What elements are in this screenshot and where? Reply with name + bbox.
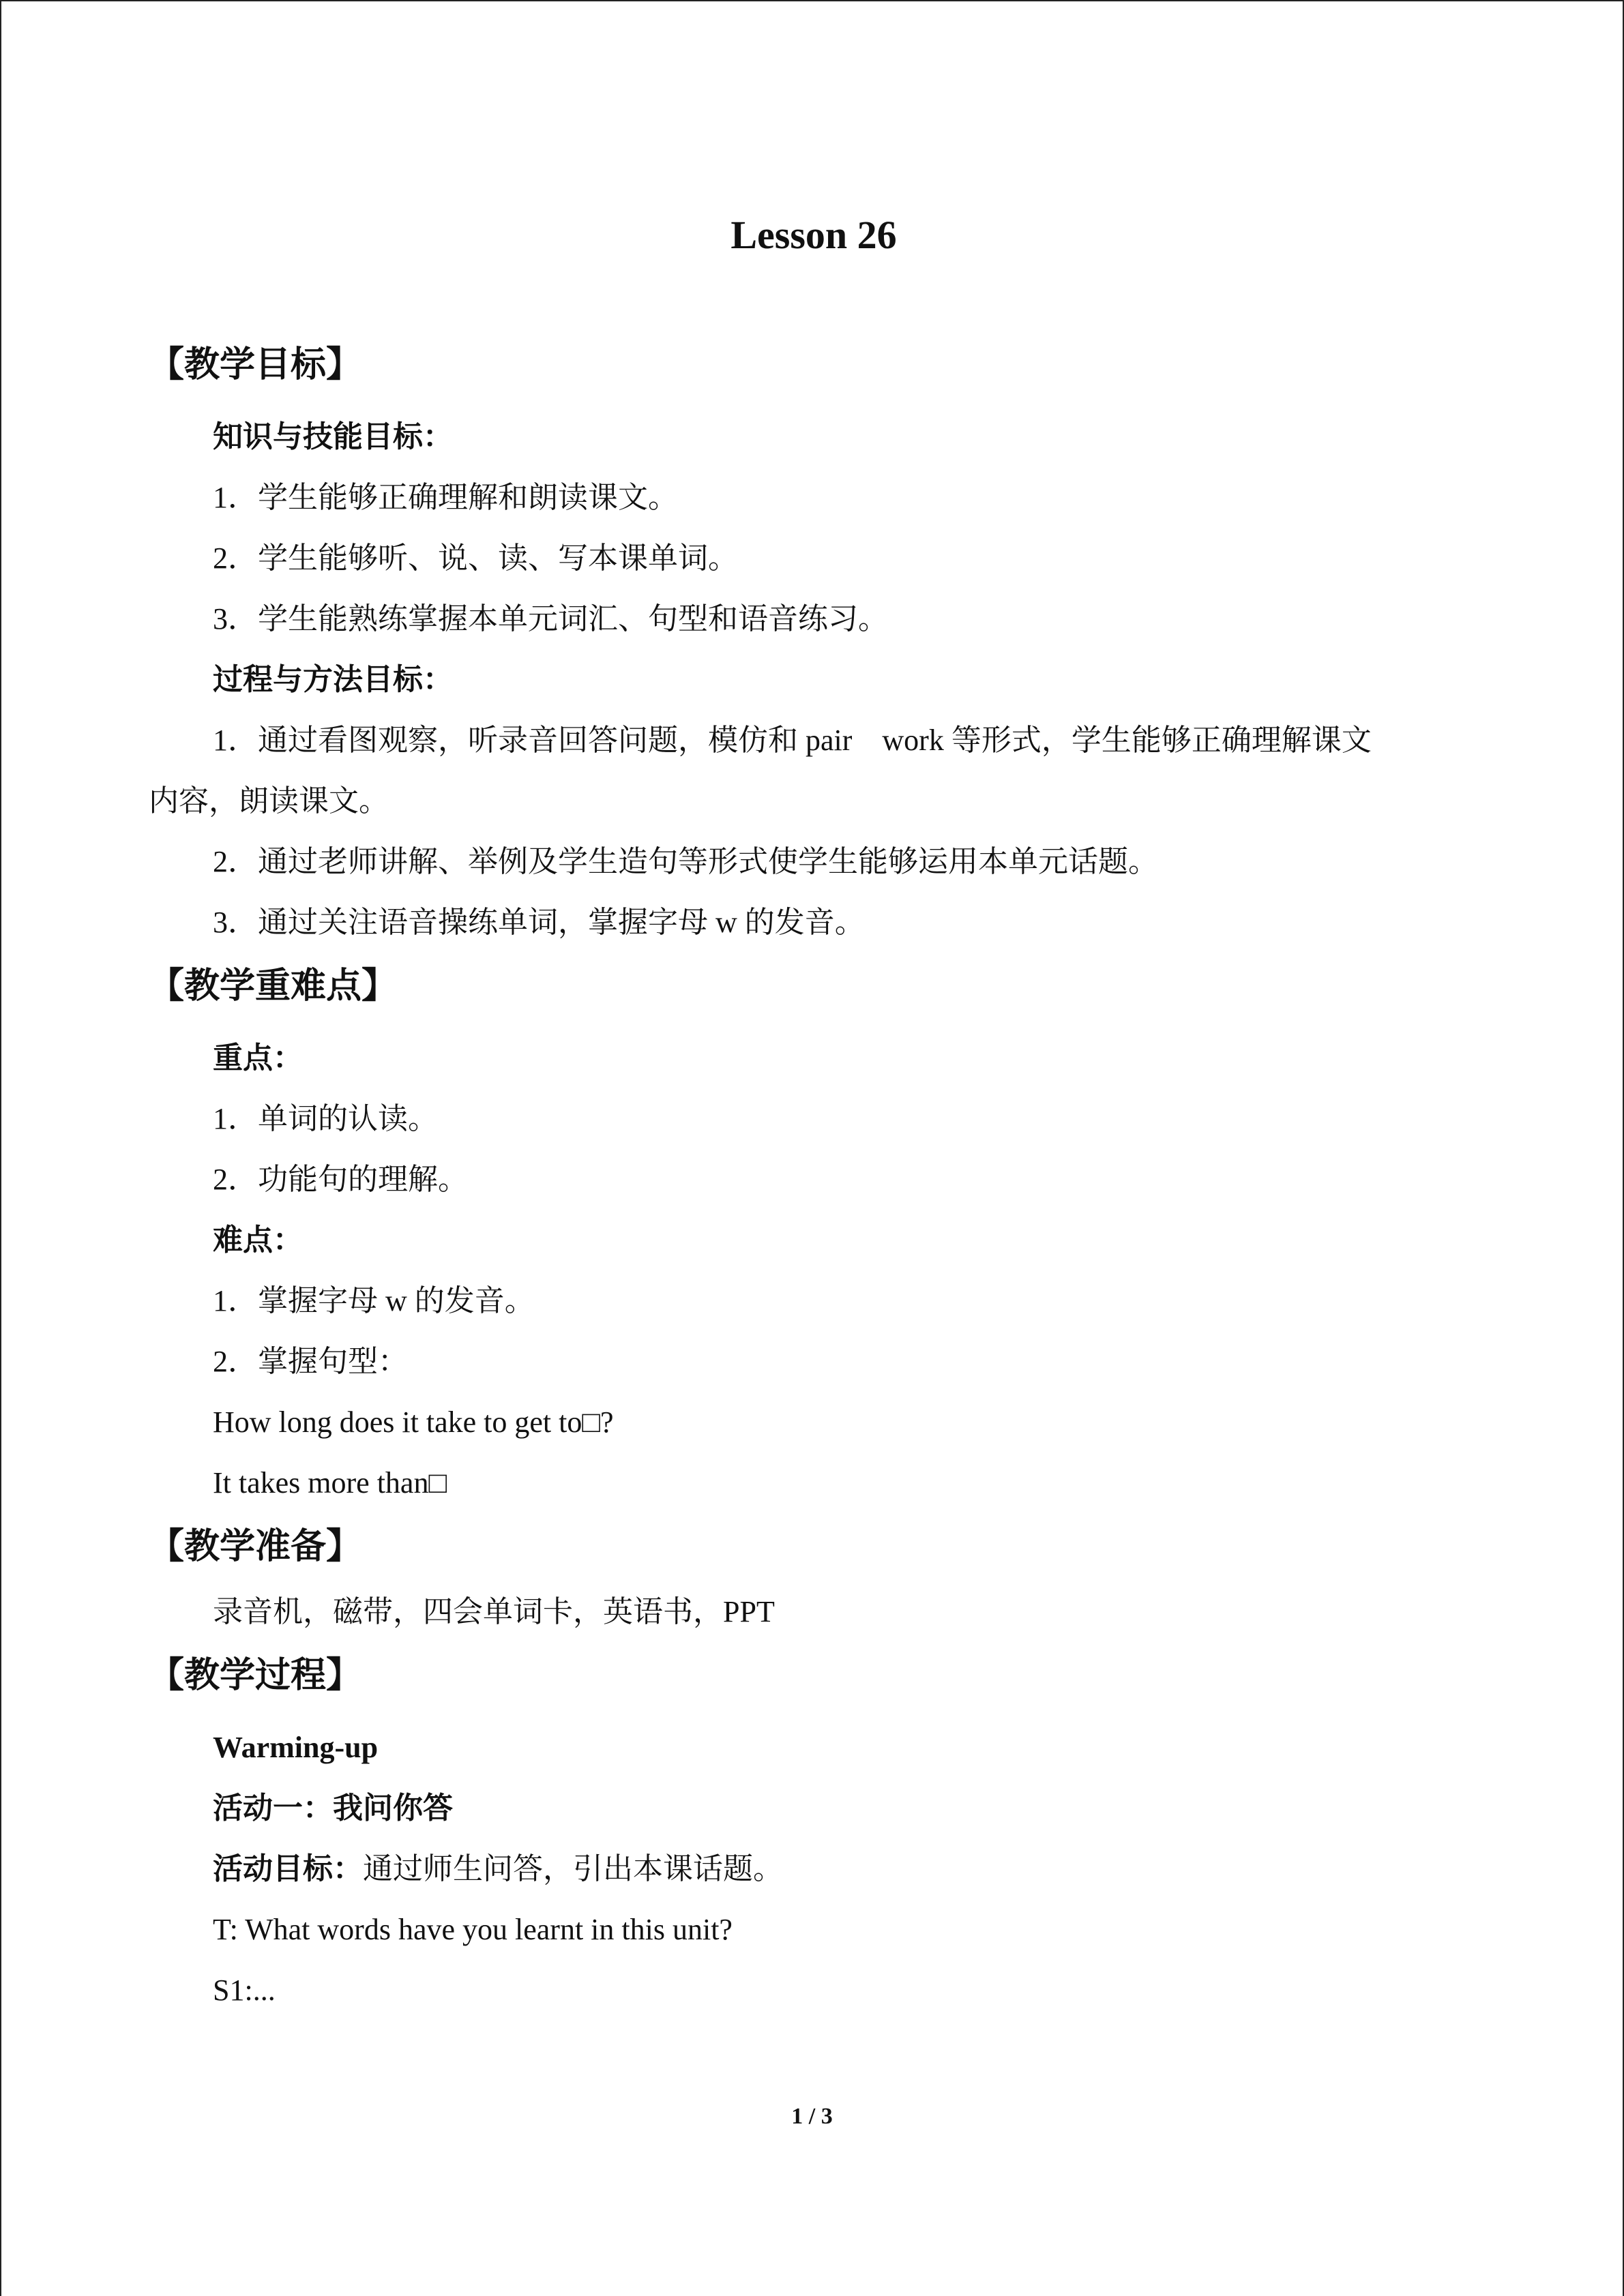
sentence-pattern-1: How long does it take to get to□?: [213, 1405, 614, 1439]
page-number: 1 / 3: [791, 2104, 833, 2129]
activity-goal: [149, 1838, 1479, 1899]
key-points-label: 重点：: [213, 1041, 303, 1075]
knowledge-item-3: 3．学生能熟练掌握本单元词汇、句型和语音练习。: [213, 602, 888, 636]
process-item-3: 3．通过关注语音操练单词，掌握字母 w 的发音。: [213, 906, 865, 939]
key-item-1: 1．单词的认读。: [213, 1102, 438, 1135]
sentence-pattern-2: It takes more than□: [213, 1466, 447, 1500]
activity-goal-label: 活动目标：: [213, 1852, 363, 1885]
difficult-item-2: 2．掌握句型：: [213, 1345, 408, 1378]
dialogue-student: S1:...: [213, 1973, 276, 2007]
document-body: [149, 205, 1479, 2021]
document-title: Lesson 26: [730, 213, 897, 257]
process-item-2: 2．通过老师讲解、举例及学生造句等形式使学生能够运用本单元话题。: [213, 845, 1158, 878]
process-method-label: 过程与方法目标：: [213, 663, 453, 696]
difficult-points-label: 难点：: [213, 1223, 303, 1257]
key-item-2: 2．功能句的理解。: [213, 1163, 468, 1196]
preparation-materials: 录音机，磁带，四会单词卡，英语书，PPT: [213, 1595, 775, 1628]
knowledge-skill-label: 知识与技能目标：: [213, 420, 453, 453]
section-heading-objectives: 【教学目标】: [149, 346, 362, 385]
dialogue-teacher: T: What words have you learnt in this unit?: [213, 1913, 733, 1946]
activity-goal-text: 通过师生问答，引出本课话题。: [363, 1852, 783, 1885]
activity-title: 活动一：我问你答: [213, 1791, 453, 1825]
knowledge-item-1: 1．学生能够正确理解和朗读课文。: [213, 481, 678, 514]
section-heading-process: 【教学过程】: [149, 1656, 362, 1695]
section-heading-key-points: 【教学重难点】: [149, 967, 398, 1006]
process-item-1-line-2: 内容，朗读课文。: [149, 784, 389, 818]
stage-warming-up: Warming-up: [213, 1731, 379, 1764]
knowledge-item-2: 2．学生能够听、说、读、写本课单词。: [213, 541, 738, 575]
section-heading-preparation: 【教学准备】: [149, 1527, 362, 1566]
process-item-1-line-1: 1．通过看图观察，听录音回答问题，模仿和 pair work 等形式，学生能够正确理解课文: [213, 724, 1372, 757]
difficult-item-1: 1．掌握字母 w 的发音。: [213, 1284, 535, 1317]
